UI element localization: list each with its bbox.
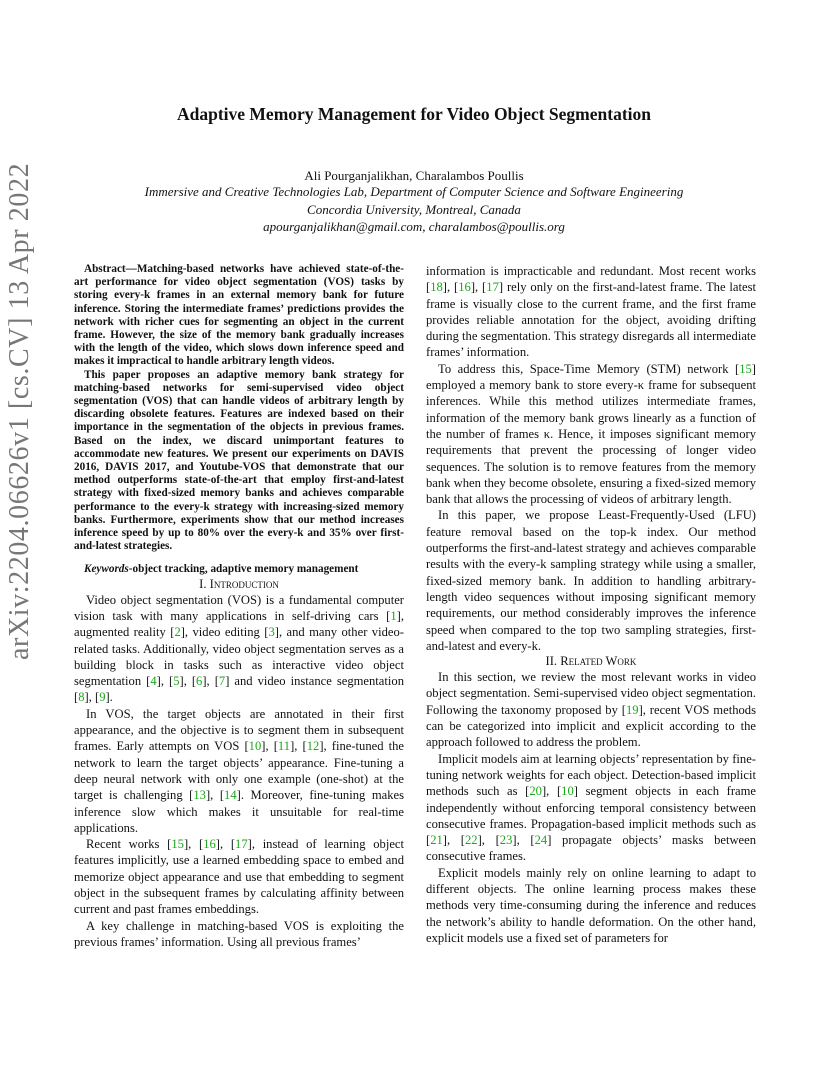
- abstract: Abstract—Matching-based networks have achieved state-of-the-art performance for video object segmentation (VOS) tasks by storing every-k frames in an external memory bank for future inference. Storing the intermediate frames’ predictions provides the network with richer cues for segmenting an object in the current frame. However, the size of the memory bank gradually increases with the length of the video, which slows down inference speed and makes it impractical to handle arbitrary length videos. This paper proposes an adaptive memory bank strategy for matching-based networks for semi-supervised video object segmentation (VOS) that can handle videos of arbitrary length by discarding obsolete features. Features are indexed based on their importance in the segmentation of the objects in previous frames. Based on the index, we discard unimportant features to accommodate new features. We present our experiments on DAVIS 2016, DAVIS 2017, and Youtube-VOS that demonstrate that our method outperforms state-of-the-art that employ first-and-latest strategy with fixed-sized memory banks and achieves comparable performance to the every-k strategy with increasing-sized memory banks. Furthermore, experiments show that our method increases inference speed by up to 80% over the every-k and 35% over first-and-latest strategies.: [74, 263, 404, 553]
- right-p0: information is impracticable and redundant. Most recent works [18], [16], [17] rely only on the first-and-latest frame. The latest frame is visually close to the current frame, and the first frame provides reliable annotation for the object, avoiding drifting during the segmentation. This strategy disregards all intermediate frames’ information.: [426, 264, 757, 360]
- right-p2: In this paper, we propose Least-Frequently-Used (LFU) feature removal based on the top-k index. Our method outperforms the first-and-latest strategy and achieves comparable results with the every-k sampling strategy while using a smaller, fixed-sized memory bank. In addition to handling arbitrary-length video sequences without imposing significant memory requirements, our method considerably improves the inference speed when compared to the top two sampling strategies, first-and-latest and every-k.: [426, 508, 756, 653]
- right-column: [426, 263, 756, 946]
- affiliation-line: Immersive and Creative Technologies Lab, Department of Computer Science and Software Engineering: [144, 184, 684, 199]
- keywords: [74, 563, 404, 576]
- intro-p2: In VOS, the target objects are annotated in their first appearance, and the objective is to segment them in subsequent frames. Early attempts on VOS [10], [11], [12], fine-tuned the network to learn the target objects’ appearance. Fine-tuning a deep neural network with only one example (one-shot) at the target is challenging [13], [14]. Moreover, fine-tuning makes inference slow which makes it unsuitable for real-time applications.: [74, 706, 405, 835]
- paper-title: Adaptive Memory Management for Video Object Segmentation: [176, 104, 652, 124]
- right-p4: Implicit models aim at learning objects’ representation by fine-tuning network weights for each object. Detection-based implicit methods such as [20], [10] segment objects in each frame independently without enforcing temporal consistency between consecutive frames. Propagation-based implicit methods such as [21], [22], [23], [24] propagate objects’ masks between consecutive frames.: [426, 751, 757, 864]
- keywords-text: -object tracking, adaptive memory management: [128, 563, 359, 576]
- paper-authors: Ali Pourganjalikhan, Charalambos Poullis: [304, 168, 524, 183]
- email-line: apourganjalikhan@gmail.com, charalambos@poullis.org: [263, 219, 565, 235]
- intro-p4: A key challenge in matching-based VOS is exploiting the previous frames’ information. Using all previous frames’: [74, 918, 404, 949]
- section-heading-related: II. Related Work: [545, 654, 637, 669]
- keywords-label: Keywords: [84, 563, 129, 576]
- abstract-p2: This paper proposes an adaptive memory bank strategy for matching-based networks for semi-supervised video object segmentation (VOS) that can handle videos of arbitrary length by discarding obsolete features. Features are indexed based on their importance in the segmentation of the objects in previous frames. Based on the index, we discard unimportant features to accommodate new features. We present our experiments on DAVIS 2016, DAVIS 2017, and Youtube-VOS that demonstrate that our method outperforms state-of-the-art that employ first-and-latest strategy with fixed-sized memory banks and achieves comparable performance to the every-k strategy with increasing-sized memory banks. Furthermore, experiments show that our method increases inference speed by up to 80% over the every-k and 35% over first-and-latest strategies.: [74, 368, 404, 553]
- affiliation: [0, 183, 828, 236]
- right-p5: Explicit models mainly rely on online learning to adapt to different objects. The online learning process makes these methods very time-consuming during the inference and reduces the network’s ability to handle deformation. On the other hand, explicit models use a fixed set of parameters for: [426, 865, 756, 945]
- arxiv-identifier: arXiv:2204.06626v1 [cs.CV] 13 Apr 2022: [4, 162, 35, 660]
- left-column: [74, 263, 404, 950]
- right-p1: To address this, Space-Time Memory (STM) network [15] employed a memory bank to store every-κ frame for subsequent inferences. While this method utilizes intermediate frames, information of the memory bank grows linearly as a function of the number of frames κ. Hence, it imposes significant memory requirements that prevent the processing of longer video sequences. The solution is to remove features from the memory bank when they become obsolete, ensuring a fixed-sized memory bank that allows the processing of videos of arbitrary length.: [426, 361, 756, 507]
- right-p3: In this section, we review the most relevant works in video object segmentation. Semi-supervised video object segmentation. Following the taxonomy proposed by [19], recent VOS methods can be categorized into implicit and explicit according to the approach followed to address the problem.: [426, 670, 756, 750]
- section-heading-intro: I. Introduction: [199, 576, 279, 591]
- affiliation-line: Concordia University, Montreal, Canada: [307, 201, 521, 217]
- intro-p1: Video object segmentation (VOS) is a fundamental computer vision task with many applications in self-driving cars [1], augmented reality [2], video editing [3], and many other video-related tasks. Additionally, video object segmentation serves as a building block in tasks such as interactive video object segmentation [4], [5], [6], [7] and video instance segmentation [8], [9].: [74, 592, 404, 705]
- intro-p3: Recent works [15], [16], [17], instead of learning object features implicitly, use a learned embedding space to embed and memorize object appearance and use that embedding to segment object in the subsequent frames by calculating affinity between current and past frames embeddings.: [74, 837, 404, 917]
